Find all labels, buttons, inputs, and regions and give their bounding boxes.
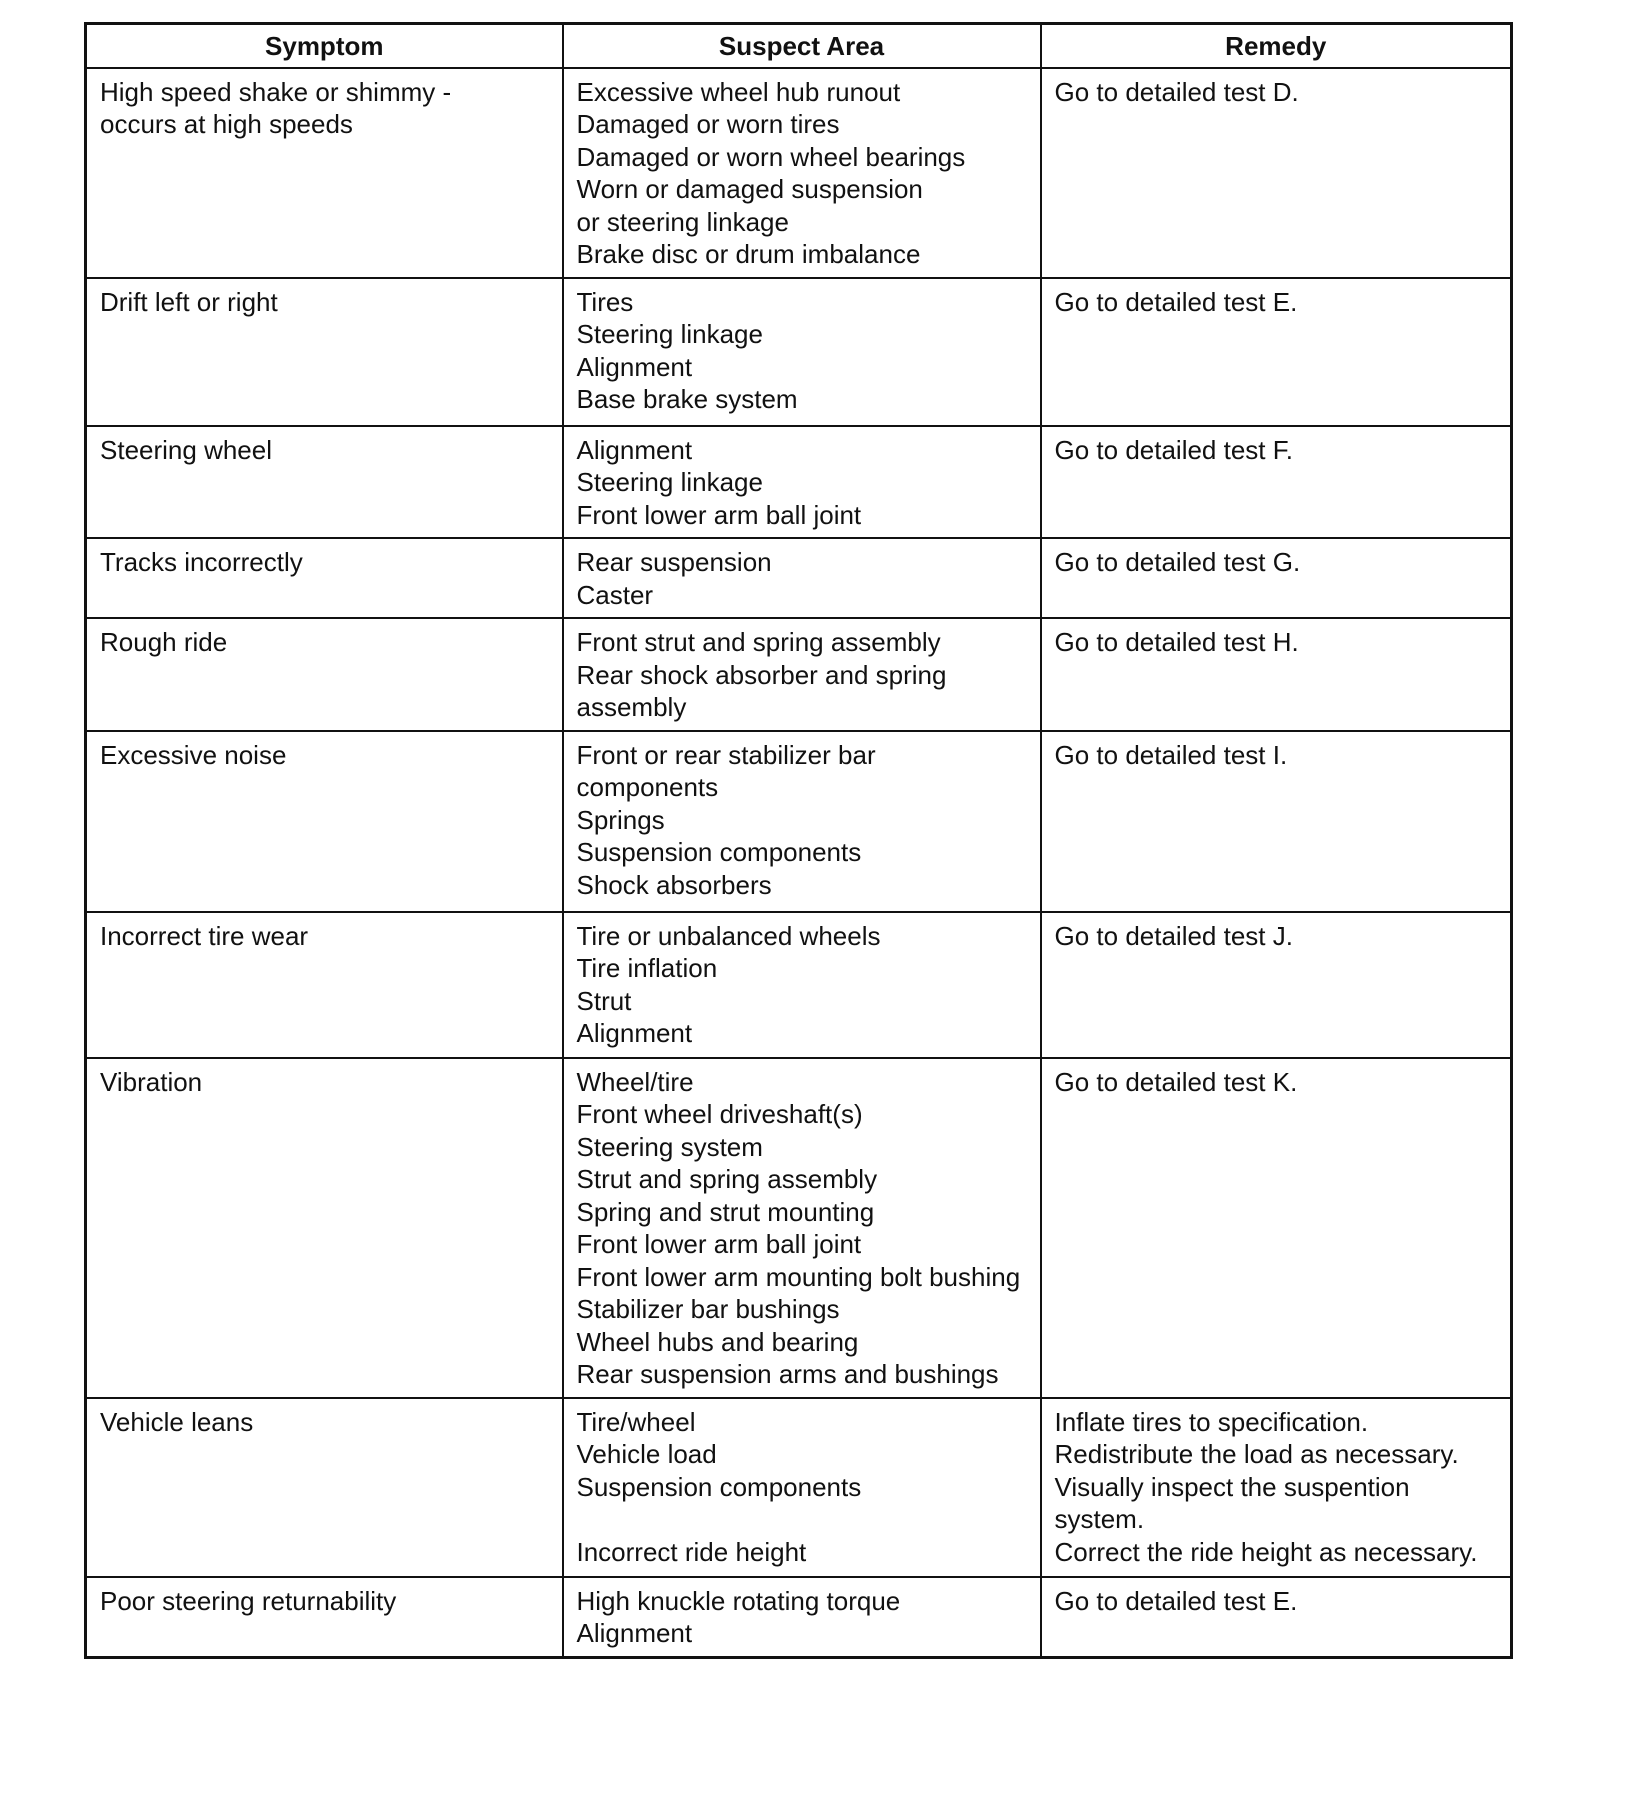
remedy-line: Go to detailed test E. [1054,1585,1298,1616]
suspect-area-line: Rear shock absorber and spring [576,659,947,690]
table-row [86,1577,1512,1658]
symptom-line: High speed shake or shimmy - [100,76,452,107]
symptom-cell [86,1577,563,1658]
suspect-area-line: Steering linkage [576,467,763,497]
suspect-area-line: Wheel/tire [576,1066,694,1097]
symptom-cell [86,731,563,912]
header-suspect-area: Suspect Area [563,24,1041,68]
remedy-line: Go to detailed test F. [1054,434,1293,465]
symptom-line: Poor steering returnability [100,1585,397,1616]
table-body [86,68,1512,1658]
remedy-line: Inflate tires to specification. [1054,1406,1369,1437]
suspect-area-cell [563,1058,1041,1398]
symptom-line: occurs at high speeds [100,109,353,139]
suspect-area-line: Tire/wheel [576,1406,696,1437]
table-row [86,426,1512,539]
suspect-area-line: Front or rear stabilizer bar [576,739,876,770]
suspect-area-cell [563,1398,1041,1577]
table-row [86,731,1512,912]
suspect-area-line: Shock absorbers [576,869,772,900]
header-remedy: Remedy [1041,24,1512,68]
symptom-line: Drift left or right [100,286,278,317]
suspect-area-cell [563,278,1041,426]
suspect-area-line: Steering system [576,1131,763,1162]
suspect-area-line: Brake disc or drum imbalance [576,239,921,269]
suspect-area-line: Alignment [576,434,693,465]
suspect-area-line: Suspension components [576,837,862,867]
symptom-line: Vehicle leans [100,1406,254,1437]
suspect-area-line: Spring and strut mounting [576,1196,875,1227]
suspect-area-cell [563,731,1041,912]
suspect-area-cell [563,618,1041,731]
remedy-cell [1041,426,1512,539]
suspect-area-line: Front lower arm ball joint [576,499,862,530]
suspect-area-line: Caster [576,579,654,610]
suspect-area-line: Strut and spring assembly [576,1164,878,1194]
symptom-cell [86,1058,563,1398]
remedy-line: Go to detailed test D. [1054,76,1299,107]
suspect-area-line: Vehicle load [576,1439,717,1469]
suspect-area-cell [563,912,1041,1058]
remedy-cell [1041,1577,1512,1658]
remedy-line: Visually inspect the suspention [1054,1471,1410,1502]
suspect-area-line: Alignment [576,1018,693,1048]
suspect-area-line: Damaged or worn wheel bearings [576,141,966,172]
suspect-area-line: Tire inflation [576,953,718,983]
suspect-area-cell [563,68,1041,278]
suspect-area-line: assembly [576,692,687,722]
symptom-cell [86,912,563,1058]
suspect-area-line: Front strut and spring assembly [576,627,941,657]
suspect-area-line: Base brake system [576,384,798,414]
suspect-area-cell [563,538,1041,618]
remedy-cell [1041,538,1512,618]
symptom-line: Rough ride [100,627,228,657]
suspect-area-line: Strut [576,985,632,1016]
suspect-area-line: Wheel hubs and bearing [576,1326,859,1357]
table-row [86,618,1512,731]
remedy-cell [1041,618,1512,731]
suspect-area-line: Steering linkage [576,319,763,349]
table-row [86,538,1512,618]
suspect-area-cell [563,426,1041,539]
remedy-line: Go to detailed test E. [1054,286,1298,317]
suspect-area-line: or steering linkage [576,206,789,237]
remedy-cell [1041,912,1512,1058]
suspect-area-line: Stabilizer bar bushings [576,1294,840,1324]
remedy-line: Go to detailed test G. [1054,547,1301,577]
suspect-area-line: Alignment [576,351,693,382]
remedy-cell [1041,1058,1512,1398]
suspect-area-line: Front lower arm ball joint [576,1229,862,1259]
remedy-line: Go to detailed test H. [1054,627,1299,657]
table-row [86,1398,1512,1577]
suspect-area-line: High knuckle rotating torque [576,1585,901,1616]
suspect-area-line: Worn or damaged suspension [576,174,923,204]
symptom-line: Excessive noise [100,739,287,770]
blank-line [577,1503,1028,1536]
symptom-line: Incorrect tire wear [100,920,309,951]
remedy-line: Go to detailed test J. [1054,920,1293,951]
suspect-area-line: Damaged or worn tires [576,109,840,139]
suspect-area-line: Incorrect ride height [576,1536,807,1567]
table-row [86,1058,1512,1398]
symptom-line: Tracks incorrectly [100,547,303,577]
symptom-cell [86,68,563,278]
header-row [86,24,1512,68]
table-row [86,278,1512,426]
remedy-line: Go to detailed test I. [1054,739,1288,770]
diagnosis-table-container [84,22,1510,1659]
diagnosis-table [84,22,1513,1659]
symptom-cell [86,426,563,539]
suspect-area-line: Rear suspension [576,547,772,577]
symptom-cell [86,538,563,618]
remedy-line: Correct the ride height as necessary. [1054,1536,1478,1567]
suspect-area-line: Rear suspension arms and bushings [576,1359,999,1389]
suspect-area-line: Alignment [576,1618,693,1648]
remedy-line: Go to detailed test K. [1054,1066,1298,1097]
suspect-area-cell [563,1577,1041,1658]
symptom-line: Steering wheel [100,434,272,465]
header-symptom: Symptom [86,24,563,68]
suspect-area-line: Excessive wheel hub runout [576,76,901,107]
suspect-area-line: Front wheel driveshaft(s) [576,1099,863,1129]
symptom-line: Vibration [100,1066,203,1097]
suspect-area-line: Front lower arm mounting bolt bushing [576,1261,1021,1292]
remedy-cell [1041,278,1512,426]
table-row [86,912,1512,1058]
remedy-line: system. [1054,1504,1145,1534]
table-row [86,68,1512,278]
symptom-cell [86,278,563,426]
symptom-cell [86,1398,563,1577]
symptom-cell [86,618,563,731]
suspect-area-line: components [576,772,719,802]
remedy-line: Redistribute the load as necessary. [1054,1439,1459,1469]
suspect-area-line: Springs [576,804,665,835]
remedy-cell [1041,731,1512,912]
remedy-cell [1041,68,1512,278]
suspect-area-line: Suspension components [576,1471,862,1502]
suspect-area-line: Tire or unbalanced wheels [576,920,881,951]
remedy-cell [1041,1398,1512,1577]
suspect-area-line: Tires [576,286,634,317]
